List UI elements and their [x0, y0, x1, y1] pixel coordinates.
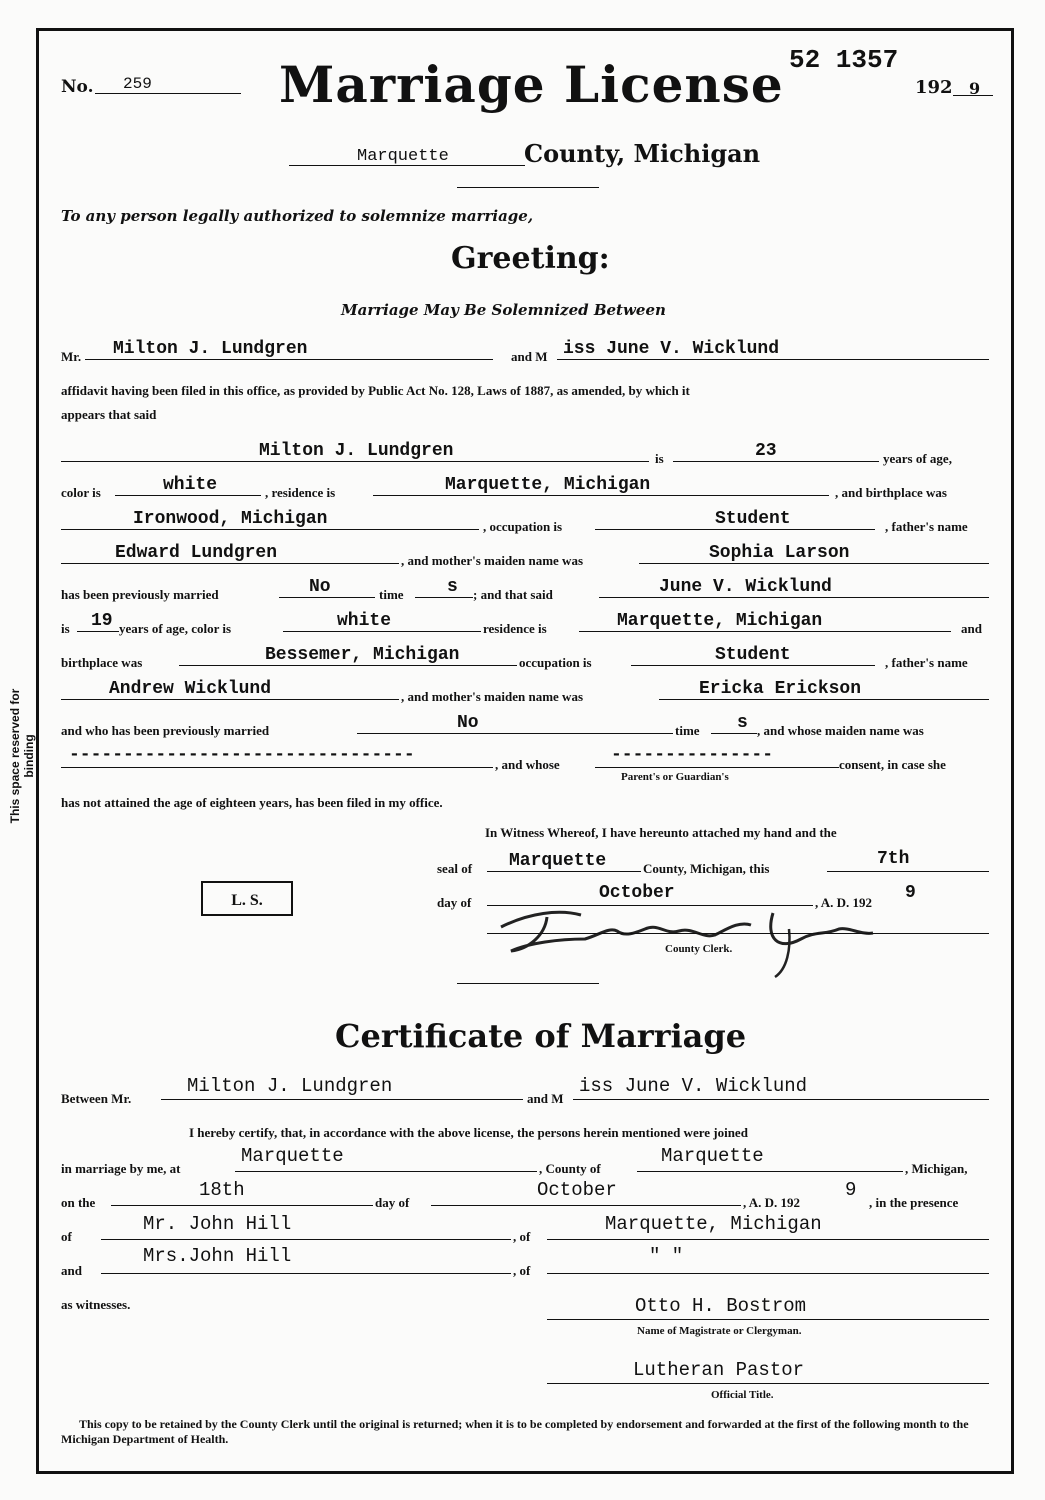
header-year-suffix: 9 — [969, 79, 981, 98]
groom-name: Milton J. Lundgren — [113, 339, 308, 359]
license-number-label: No. — [61, 77, 94, 97]
witness2-name: Mrs.John Hill — [143, 1245, 292, 1267]
bride-residence: Marquette, Michigan — [617, 611, 823, 631]
seal-day: 7th — [877, 849, 910, 869]
cert-bride-name: iss June V. Wicklund — [579, 1075, 808, 1097]
in-marriage-label: in marriage by me, at — [61, 1161, 181, 1176]
parent-guardian-caption: Parent's or Guardian's — [621, 771, 729, 783]
seal-month: October — [599, 883, 675, 903]
time-label: time — [379, 587, 404, 602]
mothers-maiden-label-2: , and mother's maiden name was — [401, 689, 584, 704]
document-title: Marriage License — [279, 55, 784, 114]
bride-color: white — [337, 611, 392, 631]
time-label-2: time — [675, 723, 700, 738]
prev-married-label: has been previously married — [61, 587, 219, 602]
certificate-title: Certificate of Marriage — [335, 1017, 747, 1055]
cert-month: October — [537, 1179, 617, 1201]
residence-is-label-2: residence is — [483, 621, 547, 636]
birthplace-was-label-2: birthplace was — [61, 655, 143, 670]
document-frame — [36, 28, 1014, 1474]
groom-prev-married: No — [309, 577, 331, 597]
of-label-3: , of — [513, 1263, 531, 1278]
bride-occupation: Student — [715, 645, 791, 665]
witness1-place: Marquette, Michigan — [605, 1213, 822, 1235]
presence-label: , in the presence — [869, 1195, 959, 1210]
greeting: Greeting: — [451, 241, 610, 276]
groom-name-2: Milton J. Lundgren — [259, 441, 454, 461]
cert-day-of-label: day of — [375, 1195, 410, 1210]
consent-label: consent, in case she — [839, 757, 946, 772]
consent-value: --------------- — [611, 745, 774, 765]
bride-name: iss June V. Wicklund — [563, 339, 780, 359]
not-attained-text: has not attained the age of eighteen years, has been filed in my office. — [61, 795, 443, 810]
affidavit-text-1: affidavit having been filed in this office, as provided by Public Act No. 128, Laws of 1887, as amended, by which it — [61, 383, 690, 398]
bride-mother: Ericka Erickson — [699, 679, 862, 699]
is-label: is — [655, 451, 664, 466]
county-michigan-this-label: County, Michigan, this — [643, 861, 770, 876]
address-line: To any person legally authorized to solemnize marriage, — [61, 207, 534, 225]
and-label-cert: and — [61, 1263, 82, 1278]
footer-note: This copy to be retained by the County Clerk until the original is returned; when it is to be completed by endorsement and forwarded at the first of the following month to the Michigan Department of Health. — [61, 1417, 969, 1446]
maiden-name-value: -------------------------------- — [69, 745, 415, 765]
years-of-age-label: years of age, — [883, 451, 952, 466]
mothers-maiden-label: , and mother's maiden name was — [401, 553, 584, 568]
groom-birthplace: Ironwood, Michigan — [133, 509, 328, 529]
bride-birthplace: Bessemer, Michigan — [265, 645, 460, 665]
fathers-name-label: , father's name — [885, 519, 968, 534]
cert-county: Marquette — [661, 1145, 764, 1167]
bride-name-2: June V. Wicklund — [659, 577, 832, 597]
years-color-label: years of age, color is — [119, 621, 232, 636]
bride-age: 19 — [91, 611, 113, 631]
and-whose-label: , and whose — [495, 757, 560, 772]
cert-ad-label: , A. D. 192 — [743, 1195, 801, 1210]
binding-note: This space reserved for binding — [8, 688, 36, 824]
on-the-label: on the — [61, 1195, 96, 1210]
cert-year-digit: 9 — [845, 1179, 857, 1201]
bride-father: Andrew Wicklund — [109, 679, 272, 699]
groom-occupation: Student — [715, 509, 791, 529]
of-label-2: , of — [513, 1229, 531, 1244]
bride-times: s — [737, 713, 748, 733]
cert-and-m-label: and M — [527, 1091, 564, 1106]
header-year-prefix: 192 — [915, 77, 953, 98]
county-value: Marquette — [357, 147, 449, 166]
and-m-label: and M — [511, 349, 548, 364]
michigan-label: , Michigan, — [905, 1161, 968, 1176]
groom-residence: Marquette, Michigan — [445, 475, 651, 495]
fathers-name-label-2: , father's name — [885, 655, 968, 670]
birthplace-was-label: , and birthplace was — [835, 485, 947, 500]
cert-day: 18th — [199, 1179, 245, 1201]
as-witnesses-label: as witnesses. — [61, 1297, 131, 1312]
ls-box: L. S. — [201, 881, 293, 916]
county-of-label: , County of — [539, 1161, 601, 1176]
stamp-number: 52 1357 — [789, 45, 899, 75]
officiant-name: Otto H. Bostrom — [635, 1295, 807, 1317]
and-label: and — [961, 621, 982, 636]
cert-place: Marquette — [241, 1145, 344, 1167]
seal-county: Marquette — [509, 851, 607, 871]
groom-times: s — [447, 577, 458, 597]
of-label: of — [61, 1229, 72, 1244]
affidavit-text-2: appears that said — [61, 407, 157, 422]
official-title: Lutheran Pastor — [633, 1359, 805, 1381]
color-is-label: color is — [61, 485, 101, 500]
occupation-is-label-2: occupation is — [519, 655, 592, 670]
seal-year-digit: 9 — [905, 883, 916, 903]
who-prev-married-label: and who has been previously married — [61, 723, 270, 738]
officiant-caption: Name of Magistrate or Clergyman. — [637, 1325, 802, 1337]
occupation-is-label: , occupation is — [483, 519, 563, 534]
official-title-caption: Official Title. — [711, 1389, 774, 1401]
seal-of-label: seal of — [437, 861, 473, 876]
ad-label: , A. D. 192 — [815, 895, 873, 910]
certify-text: I hereby certify, that, in accordance with the above license, the persons herein mentioned were joined — [189, 1125, 748, 1140]
mr-label: Mr. — [61, 349, 82, 364]
witness1-name: Mr. John Hill — [143, 1213, 292, 1235]
residence-is-label: , residence is — [265, 485, 336, 500]
cert-groom-name: Milton J. Lundgren — [187, 1075, 393, 1097]
is-label-2: is — [61, 621, 70, 636]
groom-father: Edward Lundgren — [115, 543, 278, 563]
day-of-label: day of — [437, 895, 472, 910]
witness2-place: " " — [649, 1245, 684, 1267]
license-number: 259 — [123, 75, 152, 93]
clerk-signature — [489, 899, 889, 979]
bride-prev-married: No — [457, 713, 479, 733]
groom-age: 23 — [755, 441, 777, 461]
maiden-name-label: , and whose maiden name was — [757, 723, 924, 738]
county-clerk-caption: County Clerk. — [665, 943, 733, 955]
county-label: County, Michigan — [524, 139, 761, 168]
groom-mother: Sophia Larson — [709, 543, 850, 563]
between-mr-label: Between Mr. — [61, 1091, 132, 1106]
and-that-said-label: ; and that said — [473, 587, 553, 602]
subheading: Marriage May Be Solemnized Between — [341, 301, 666, 319]
witness-text: In Witness Whereof, I have hereunto attached my hand and the — [485, 825, 837, 840]
groom-color: white — [163, 475, 218, 495]
